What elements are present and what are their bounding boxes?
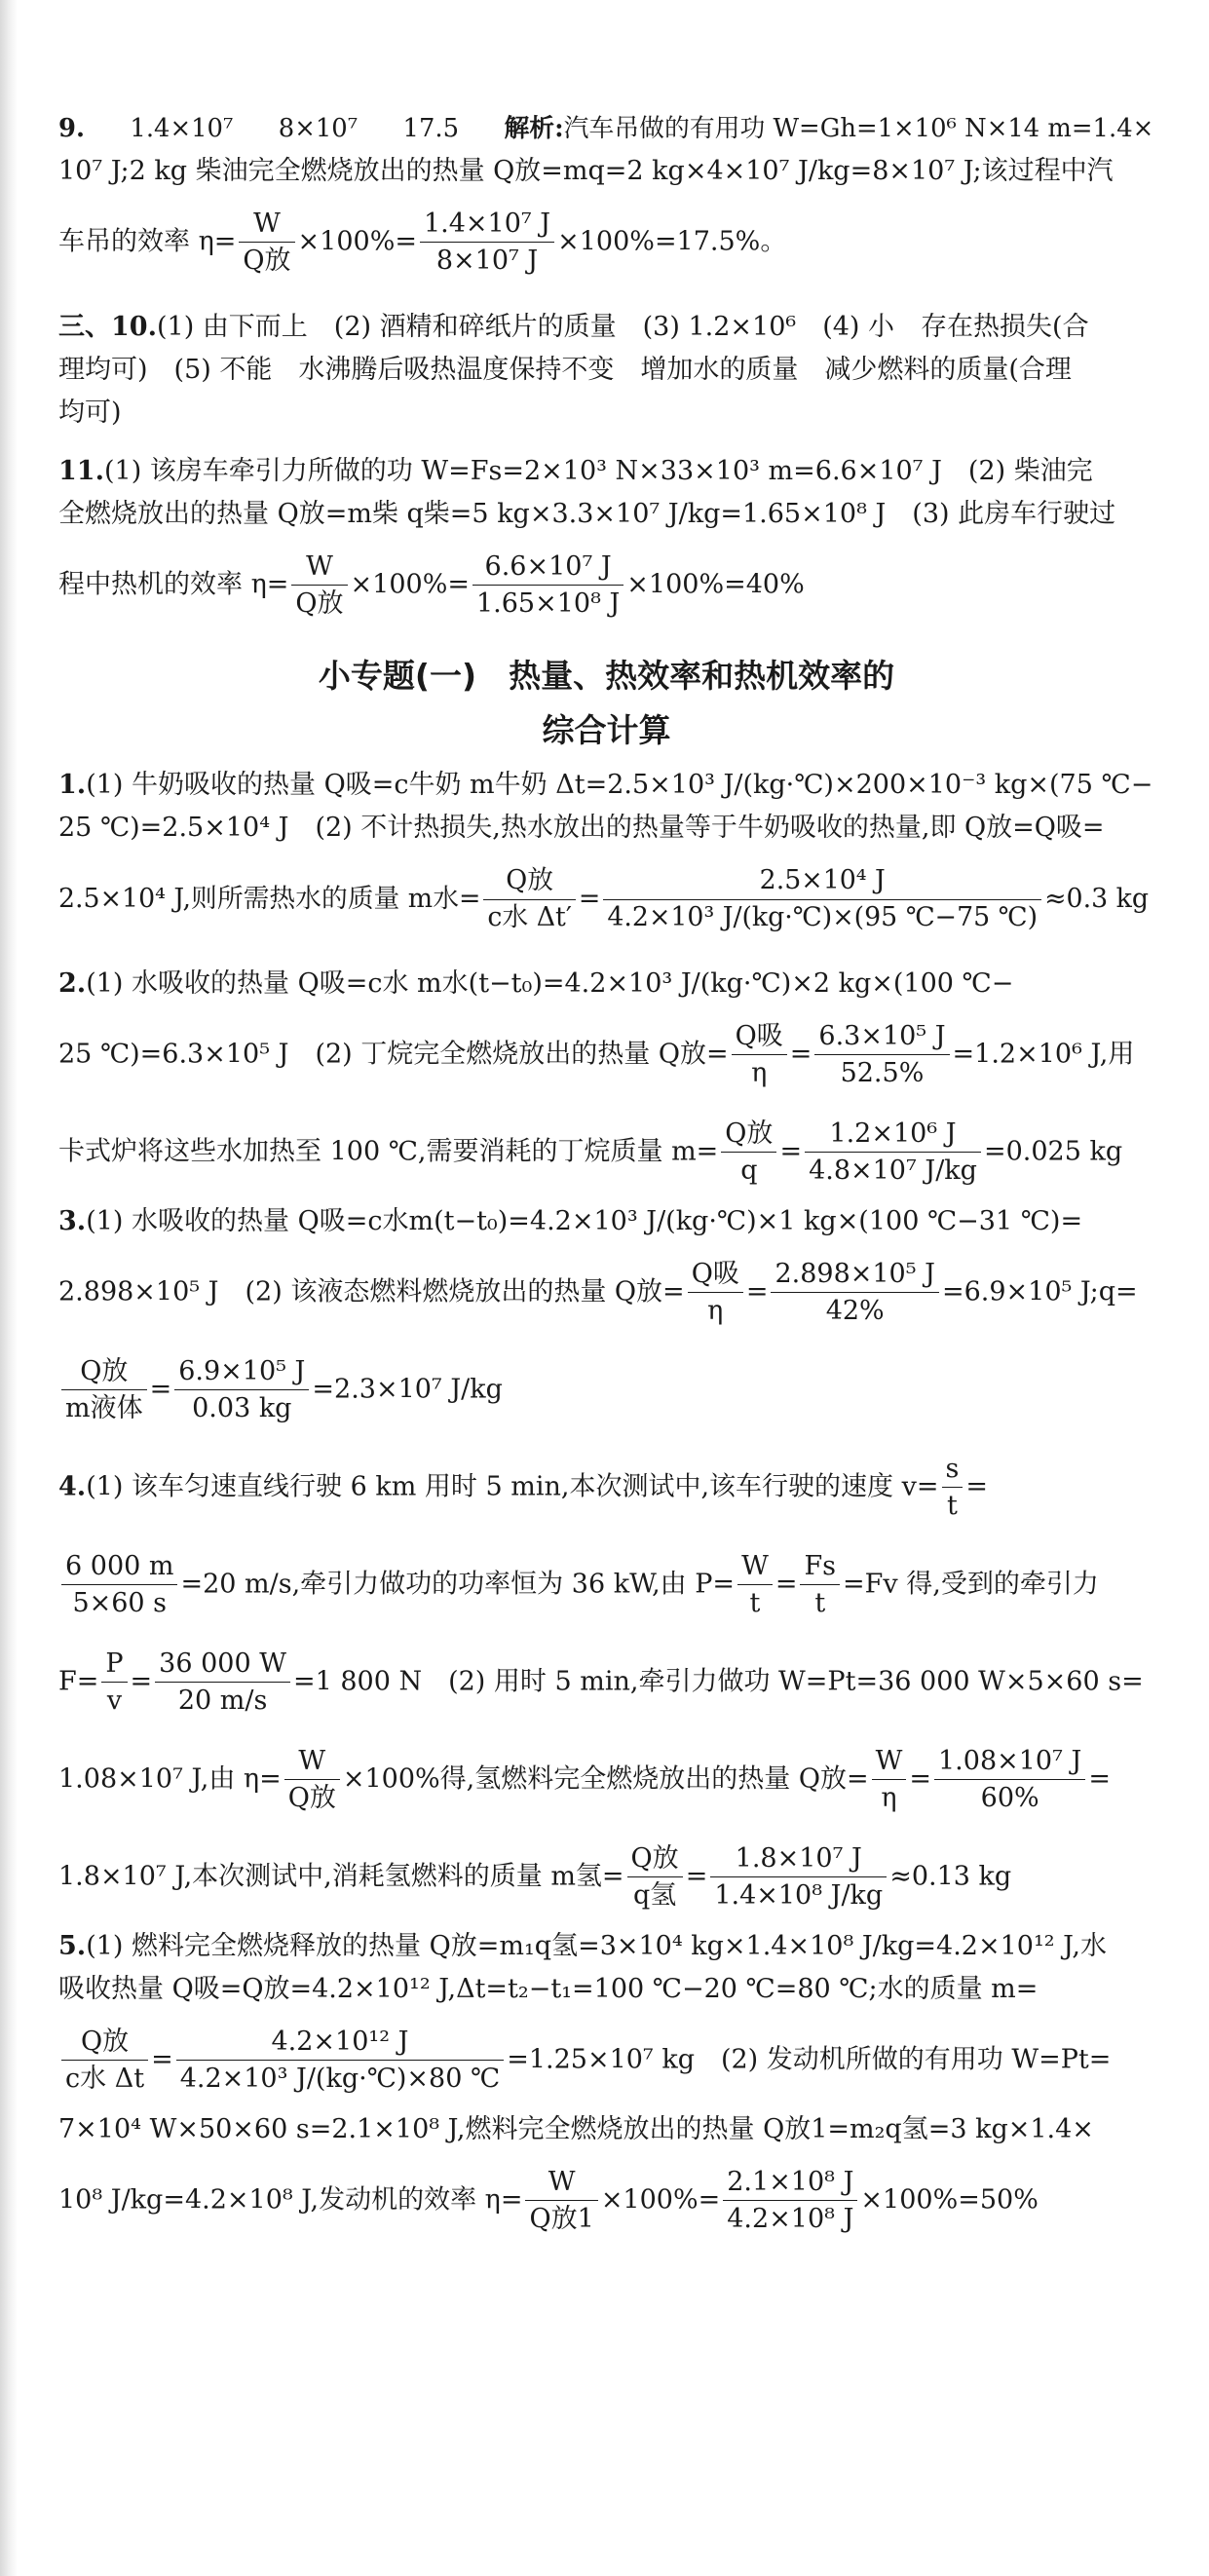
question-number: 4. — [58, 1471, 87, 1502]
fraction — [771, 1259, 939, 1326]
text-segment: 车吊的效率 η= — [58, 226, 237, 257]
text-segment: ×100%得,氢燃料完全燃烧放出的热量 Q放= — [342, 1763, 869, 1795]
fraction-denominator: 1.65×10⁸ J — [475, 588, 621, 619]
analysis-label: 解析 — [504, 114, 555, 143]
equals-sign: = — [578, 884, 601, 914]
text-segment: 2.898×10⁵ J (2) 该液态燃料燃烧放出的热量 Q放= — [58, 1276, 685, 1307]
text-line — [58, 1535, 1154, 1633]
fraction-denominator: c水 Δt — [65, 2064, 145, 2094]
fraction — [732, 1021, 787, 1088]
fraction-numerator: Q放 — [61, 2027, 148, 2061]
text-line — [58, 2011, 1154, 2108]
fraction-numerator: Q放 — [627, 1843, 683, 1877]
section-title-line-2: 综合计算 — [542, 711, 671, 749]
answer-3: 17.5 — [402, 114, 460, 143]
text-segment: =1.2×10⁶ J,用 — [952, 1039, 1135, 1070]
text-line — [58, 193, 1154, 290]
text-line: 10⁷ J;2 kg 柴油完全燃烧放出的热量 Q放=mq=2 kg×4×10⁷ J/kg=8×10⁷ J;该过程中汽 — [58, 156, 1114, 186]
fraction-denominator: t — [749, 1588, 761, 1618]
fraction — [61, 1551, 177, 1618]
equals-sign: = — [775, 1569, 798, 1600]
question-9 — [58, 107, 1154, 290]
fraction — [176, 2027, 505, 2094]
equals-sign: = — [685, 1861, 708, 1892]
document-content — [58, 107, 1154, 2249]
fraction-denominator: Q放1 — [529, 2204, 594, 2234]
fraction-numerator: Q放 — [61, 1356, 147, 1390]
question-11 — [58, 450, 1154, 633]
fraction — [61, 2027, 148, 2094]
fraction-denominator: Q放 — [243, 246, 291, 276]
fraction-numerator: 2.1×10⁸ J — [723, 2167, 857, 2201]
fraction — [472, 551, 623, 619]
fraction — [872, 1746, 907, 1813]
text-segment: =6.9×10⁵ J;q= — [941, 1276, 1138, 1307]
problem-2 — [58, 963, 1154, 1200]
problem-5 — [58, 1925, 1154, 2249]
text-line — [58, 1925, 1154, 1968]
problem-4 — [58, 1438, 1154, 1925]
fraction — [61, 1356, 147, 1423]
text-segment: (1) 水吸收的热量 Q吸=c水m(t−t₀)=4.2×10³ J/(kg·℃)×1 kg×(100 ℃−31 ℃)= — [86, 1206, 1083, 1236]
equals-sign: = — [789, 1039, 812, 1070]
fraction-denominator: 4.2×10⁸ J — [727, 2204, 854, 2234]
text-segment: =0.025 kg — [983, 1136, 1123, 1167]
question-number: 三、10. — [58, 312, 157, 342]
equals-sign: = — [965, 1471, 988, 1502]
text-segment: ×100%= — [600, 2184, 721, 2216]
fraction-numerator: Q吸 — [688, 1259, 743, 1293]
fraction — [420, 208, 554, 276]
fraction-denominator: η — [881, 1783, 897, 1813]
fraction-denominator: q氢 — [632, 1880, 677, 1911]
text-segment: F= — [58, 1666, 99, 1697]
text-line — [58, 1243, 1154, 1341]
fraction-denominator: t — [814, 1588, 826, 1618]
fraction-numerator: Fs — [800, 1551, 840, 1585]
fraction-numerator: Q放 — [721, 1118, 776, 1153]
text-line — [58, 1341, 1154, 1438]
fraction-numerator: W — [737, 1551, 773, 1585]
fraction-numerator: P — [101, 1648, 127, 1683]
fraction — [101, 1648, 127, 1716]
fraction-denominator: 8×10⁷ J — [435, 246, 539, 276]
text-line: 9. 1.4×10⁷ 8×10⁷ 17.5 解析:汽车吊做的有用功 W=Gh=1×10⁶ N×14 m=1.4× — [58, 114, 1154, 143]
fraction-numerator: 1.2×10⁶ J — [805, 1118, 981, 1153]
text-line — [58, 450, 1154, 493]
fraction-denominator: q — [740, 1155, 758, 1186]
text-segment: (1) 该车匀速直线行驶 6 km 用时 5 min,本次测试中,该车行驶的速度 v= — [86, 1471, 939, 1502]
fraction-denominator: η — [751, 1058, 768, 1088]
equals-sign: = — [149, 1374, 172, 1405]
problem-3 — [58, 1200, 1154, 1438]
section-title-line-1: 小专题(一) 热量、热效率和热机效率的 — [318, 657, 895, 695]
text-line — [58, 1730, 1154, 1828]
fraction-denominator: 52.5% — [840, 1058, 925, 1088]
text-segment: (1) 牛奶吸收的热量 Q吸=c牛奶 m牛奶 Δt=2.5×10³ J/(kg·℃)×200×10⁻³ kg×(75 ℃− — [86, 770, 1153, 800]
equals-sign: = — [779, 1136, 803, 1167]
fraction — [800, 1551, 840, 1618]
fraction — [805, 1118, 981, 1186]
text-segment: 10⁸ J/kg=4.2×10⁸ J,发动机的效率 η= — [58, 2184, 523, 2216]
text-line — [58, 963, 1154, 1005]
text-segment: (1) 水吸收的热量 Q吸=c水 m水(t−t₀)=4.2×10³ J/(kg·℃)×2 kg×(100 ℃− — [86, 968, 1014, 999]
fraction — [737, 1551, 773, 1618]
text-line — [58, 536, 1154, 633]
fraction-numerator: 4.2×10¹² J — [176, 2027, 505, 2061]
fraction-denominator: Q放 — [295, 588, 344, 619]
fraction-denominator: 5×60 s — [72, 1588, 168, 1618]
fraction — [627, 1843, 683, 1911]
fraction — [155, 1648, 290, 1716]
text-line: 均可) — [58, 398, 122, 428]
text-segment: 1.08×10⁷ J,由 η= — [58, 1763, 282, 1795]
text-segment: 25 ℃)=6.3×10⁵ J (2) 丁烷完全燃烧放出的热量 Q放= — [58, 1039, 729, 1070]
fraction-numerator: 6.6×10⁷ J — [472, 551, 623, 586]
text-segment: 1.8×10⁷ J,本次测试中,消耗氢燃料的质量 m氢= — [58, 1861, 624, 1892]
fraction-denominator: c水 Δt′ — [487, 901, 572, 932]
text-line — [58, 850, 1154, 947]
question-number: 11. — [58, 456, 104, 486]
equals-sign: = — [745, 1276, 769, 1307]
problem-1 — [58, 764, 1154, 947]
fraction-numerator: 36 000 W — [155, 1648, 290, 1683]
fraction-denominator: η — [707, 1296, 724, 1326]
fraction-numerator: W — [525, 2167, 597, 2201]
text-line: 吸收热量 Q吸=Q放=4.2×10¹² J,Δt=t₂−t₁=100 ℃−20 ℃=80 ℃;水的质量 m= — [58, 1974, 1039, 2004]
fraction-denominator: t — [947, 1491, 958, 1521]
text-segment: ×100%=17.5%。 — [557, 226, 787, 257]
question-number: 1. — [58, 770, 87, 800]
answer-1: 1.4×10⁷ — [130, 114, 234, 143]
fraction — [525, 2167, 597, 2234]
text-line — [58, 1438, 1154, 1535]
fraction-denominator: 60% — [980, 1783, 1039, 1813]
fraction — [942, 1454, 963, 1521]
fraction-numerator: Q放 — [483, 866, 575, 900]
fraction-numerator: W — [291, 551, 347, 586]
fraction-numerator: 1.8×10⁷ J — [710, 1843, 887, 1877]
fraction — [721, 1118, 776, 1186]
fraction-numerator: 6.3×10⁵ J — [814, 1021, 949, 1055]
equals-sign: = — [909, 1763, 931, 1795]
text-segment: ×100%=40% — [626, 569, 805, 600]
fraction-denominator: 4.2×10³ J/(kg·℃)×(95 ℃−75 ℃) — [607, 901, 1039, 932]
fraction — [174, 1356, 309, 1423]
fraction-denominator: 1.4×10⁸ J/kg — [714, 1880, 884, 1911]
fraction-numerator: 2.5×10⁴ J — [603, 866, 1041, 900]
text-segment: 程中热机的效率 η= — [58, 569, 289, 600]
fraction — [688, 1259, 743, 1326]
fraction-denominator: 4.8×10⁷ J/kg — [809, 1155, 977, 1186]
text-line — [58, 2151, 1154, 2249]
text-line: 25 ℃)=2.5×10⁴ J (2) 不计热损失,热水放出的热量等于牛奶吸收的热量,即 Q放=Q吸= — [58, 813, 1105, 843]
question-number: 3. — [58, 1206, 87, 1236]
fraction-numerator: W — [239, 208, 294, 243]
fraction — [934, 1746, 1085, 1813]
fraction-numerator: 2.898×10⁵ J — [771, 1259, 939, 1293]
text-line — [58, 1200, 1154, 1243]
text-segment: 2.5×10⁴ J,则所需热水的质量 m水= — [58, 884, 481, 914]
fraction-denominator: 42% — [825, 1296, 885, 1326]
text-segment: (1) 燃料完全燃烧释放的热量 Q放=m₁q氢=3×10⁴ kg×1.4×10⁸ J/kg=4.2×10¹² J,水 — [86, 1931, 1108, 1961]
text-line: 7×10⁴ W×50×60 s=2.1×10⁸ J,燃料完全燃烧放出的热量 Q放1=m₂q氢=3 kg×1.4× — [58, 2114, 1094, 2144]
text-segment: =1.25×10⁷ kg (2) 发动机所做的有用功 W=Pt= — [507, 2044, 1112, 2075]
text-segment: ≈0.3 kg — [1044, 884, 1150, 914]
text-segment: ×100%= — [297, 226, 417, 257]
fraction-numerator: s — [942, 1454, 963, 1488]
fraction — [291, 551, 347, 619]
text-line: 理均可) (5) 不能 水沸腾后吸热温度保持不变 增加水的质量 减少燃料的质量(合理 — [58, 355, 1072, 385]
fraction-numerator: 1.4×10⁷ J — [420, 208, 554, 243]
text-segment: ×100%= — [350, 569, 470, 600]
question-number: 9. — [58, 114, 85, 143]
text-line — [58, 764, 1154, 807]
fraction — [284, 1746, 340, 1813]
question-10 — [58, 306, 1154, 435]
question-number: 2. — [58, 968, 87, 999]
text-segment: ×100%=50% — [860, 2184, 1039, 2216]
fraction-denominator: v — [106, 1686, 123, 1716]
answer-2: 8×10⁷ — [278, 114, 359, 143]
text-segment: 汽车吊做的有用功 W=Gh=1×10⁶ N×14 m=1.4× — [563, 114, 1154, 143]
text-segment: =1 800 N (2) 用时 5 min,牵引力做功 W=Pt=36 000 W×5×60 s= — [292, 1666, 1144, 1697]
text-line: 全燃烧放出的热量 Q放=m柴 q柴=5 kg×3.3×10⁷ J/kg=1.65×10⁸ J (3) 此房车行驶过 — [58, 499, 1116, 529]
equals-sign: = — [151, 2044, 173, 2075]
text-segment: =20 m/s,牵引力做功的功率恒为 36 kW,由 P= — [180, 1569, 736, 1600]
fraction-numerator: W — [872, 1746, 907, 1780]
fraction-denominator: 20 m/s — [177, 1686, 268, 1716]
fraction-numerator: Q吸 — [732, 1021, 787, 1055]
fraction-numerator: 1.08×10⁷ J — [934, 1746, 1085, 1780]
fraction — [710, 1843, 887, 1911]
fraction-denominator: 4.2×10³ J/(kg·℃)×80 ℃ — [179, 2064, 501, 2094]
text-segment: =2.3×10⁷ J/kg — [312, 1374, 503, 1405]
text-segment: (1) 该房车牵引力所做的功 W=Fs=2×10³ N×33×10³ m=6.6×10⁷ J (2) 柴油完 — [103, 456, 1093, 486]
fraction — [723, 2167, 857, 2234]
fraction — [814, 1021, 949, 1088]
equals-sign: = — [130, 1666, 153, 1697]
text-line — [58, 1005, 1154, 1103]
page-gutter-shadow — [0, 0, 18, 2576]
fraction-numerator: W — [284, 1746, 340, 1780]
text-line — [58, 1633, 1154, 1730]
equals-sign: = — [1088, 1763, 1111, 1795]
text-segment: 卡式炉将这些水加热至 100 ℃,需要消耗的丁烷质量 m= — [58, 1136, 719, 1167]
text-line — [58, 1828, 1154, 1925]
section-title — [58, 649, 1154, 758]
text-segment: =Fv 得,受到的牵引力 — [843, 1569, 1099, 1600]
fraction-numerator: 6 000 m — [61, 1551, 177, 1585]
text-segment: (1) 由下而上 (2) 酒精和碎纸片的质量 (3) 1.2×10⁶ (4) 小 存在热损失(合 — [156, 312, 1089, 342]
text-line — [58, 306, 1154, 349]
fraction-denominator: 0.03 kg — [192, 1393, 292, 1423]
text-segment: ≈0.13 kg — [889, 1861, 1012, 1892]
question-number: 5. — [58, 1931, 87, 1961]
fraction — [239, 208, 294, 276]
fraction — [483, 866, 575, 933]
fraction-denominator: m液体 — [65, 1393, 143, 1423]
fraction — [603, 866, 1041, 933]
text-line — [58, 1103, 1154, 1200]
fraction-denominator: Q放 — [287, 1783, 336, 1813]
fraction-numerator: 6.9×10⁵ J — [174, 1356, 309, 1390]
